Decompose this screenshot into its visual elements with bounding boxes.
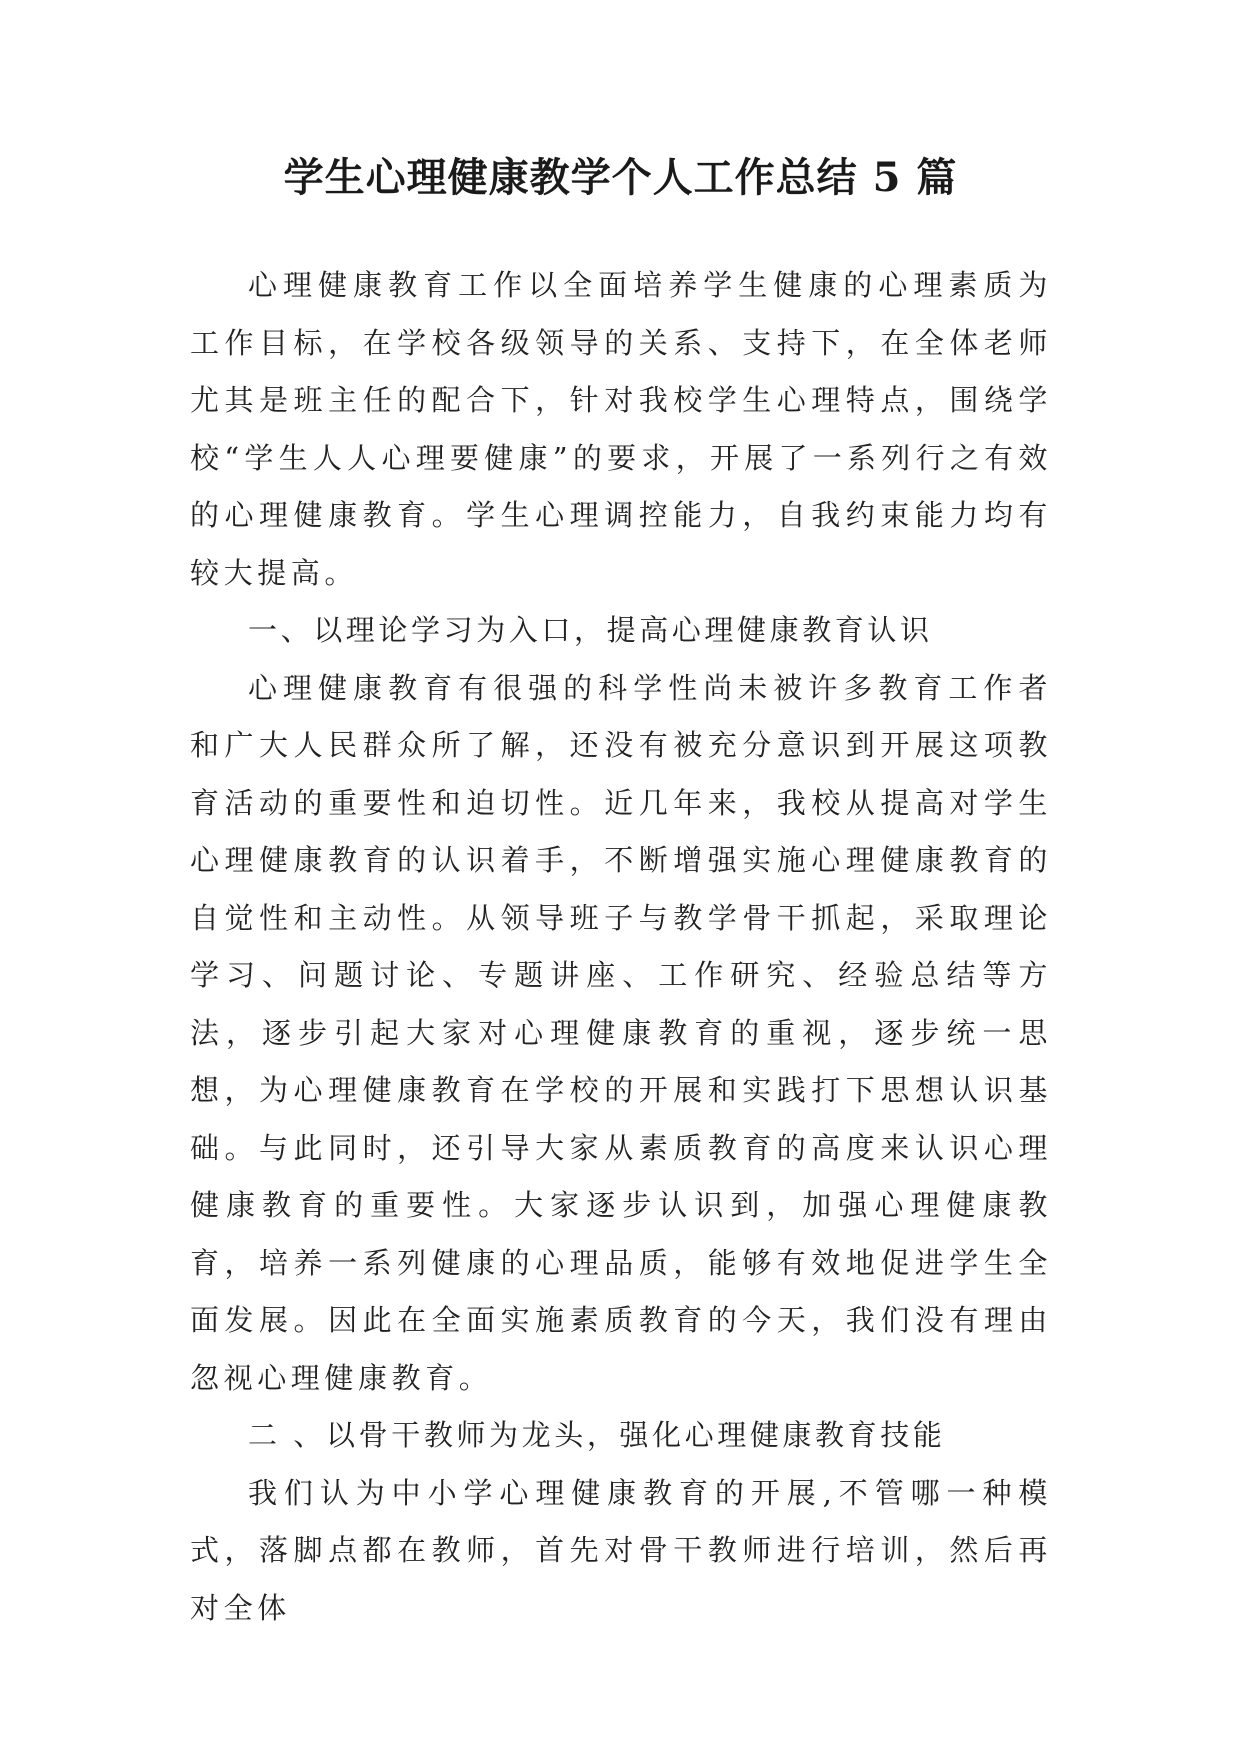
section-heading-2: 二 、以骨干教师为龙头，强化心理健康教育技能 — [248, 1418, 946, 1452]
document-title: 学生心理健康教学个人工作总结 5 篇 — [283, 154, 958, 201]
section-2-paragraph: 我们认为中小学心理健康教育的开展,不管哪一种模式，落脚点都在教师，首先对骨干教师进行培训，然后再对全体 — [190, 1475, 1052, 1625]
intro-paragraph: 心理健康教育工作以全面培养学生健康的心理素质为工作目标，在学校各级领导的关系、支持下，在全体老师尤其是班主任的配合下，针对我校学生心理特点，围绕学校“学生人人心理要健康”的要求，开展了一系列行之有效的心理健康教育。学生心理调控能力，自我约束能力均有较大提高。 — [190, 268, 1052, 590]
document-body — [190, 257, 1052, 1637]
section-heading-1: 一、以理论学习为入口，提高心理健康教育认识 — [248, 613, 933, 647]
section-1-paragraph: 心理健康教育有很强的科学性尚未被许多教育工作者和广大人民群众所了解，还没有被充分意识到开展这项教育活动的重要性和迫切性。近几年来，我校从提高对学生心理健康教育的认识着手，不断增强实施心理健康教育的自觉性和主动性。从领导班子与教学骨干抓起，采取理论学习、问题讨论、专题讲座、工作研究、经验总结等方法，逐步引起大家对心理健康教育的重视，逐步统一思想，为心理健康教育在学校的开展和实践打下思想认识基础。与此同时，还引导大家从素质教育的高度来认识心理健康教育的重要性。大家逐步认识到，加强心理健康教育，培养一系列健康的心理品质，能够有效地促进学生全面发展。因此在全面实施素质教育的今天，我们没有理由忽视心理健康教育。 — [190, 670, 1052, 1395]
